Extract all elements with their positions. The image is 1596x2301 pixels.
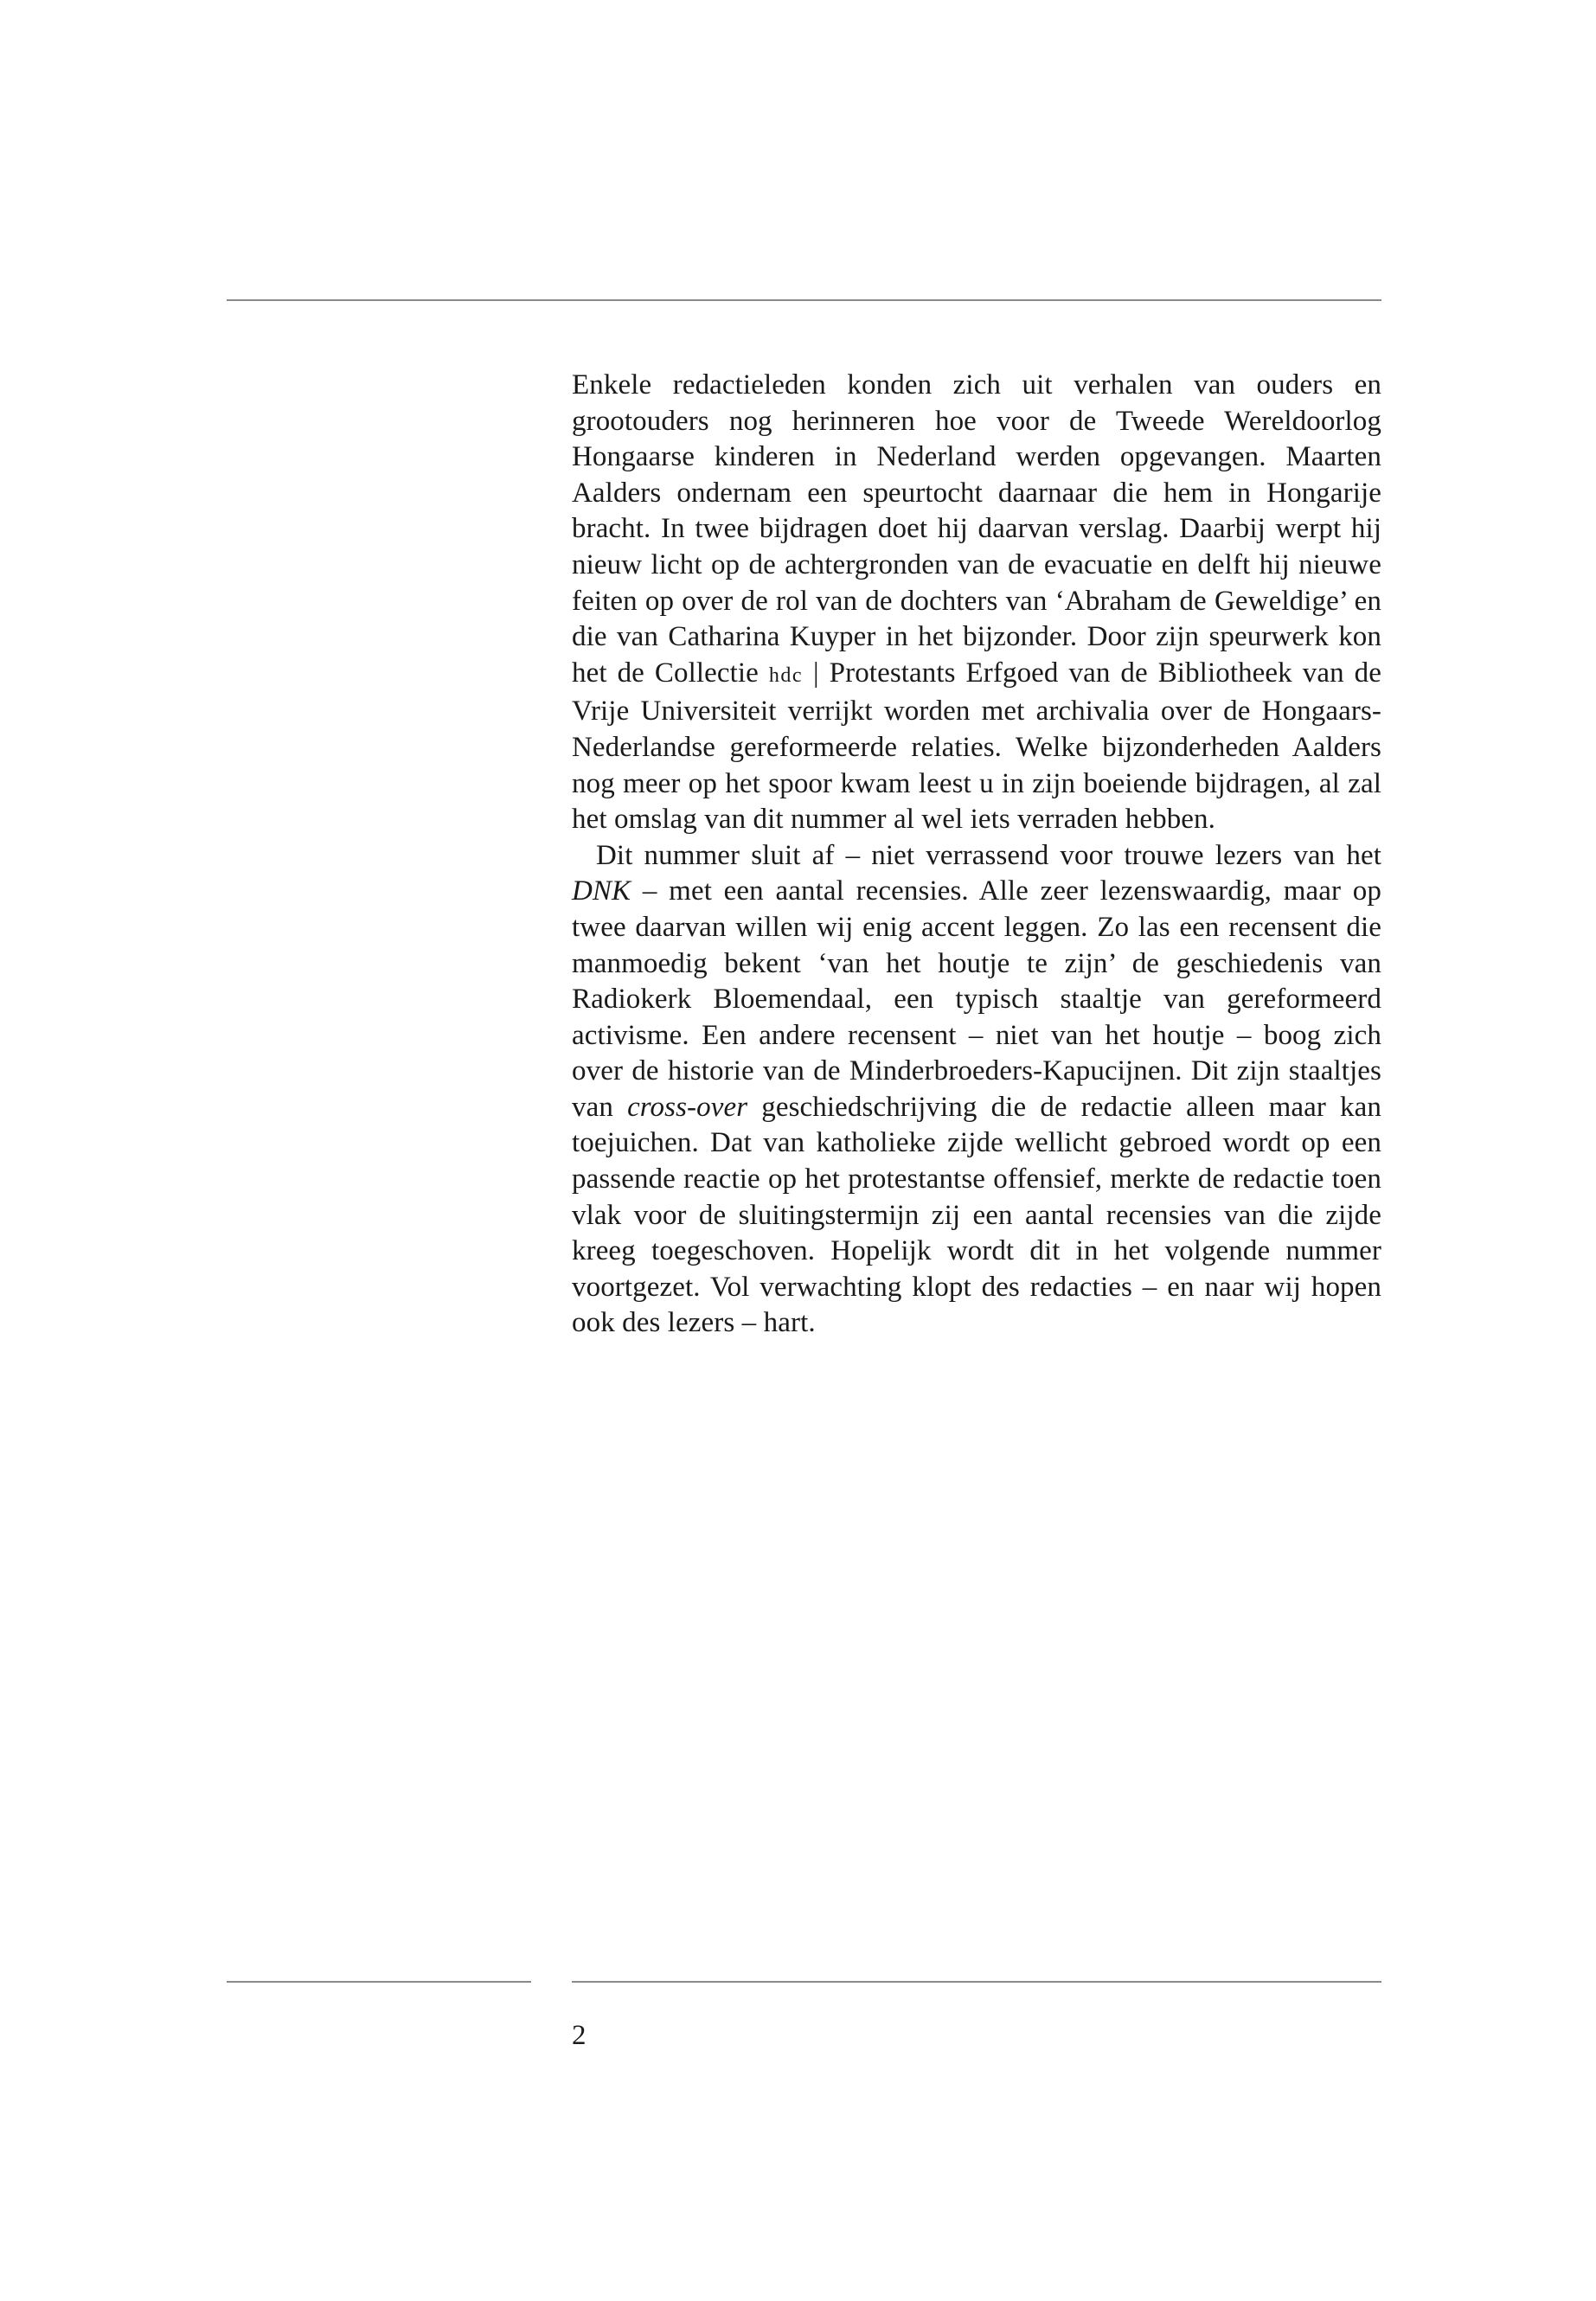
paragraph-1-text-b: | Protestants Erfgoed van de Bibliotheek van de Vrije Universiteit verrijkt worden met archivalia over de Hongaars- Nederlandse gereformeerde relaties. Welke bijzonderheden Aalders nog meer op het spoor kwam leest u in zijn boeiende bijdragen, al zal het omslag van dit nummer al wel iets verraden hebben. [572, 657, 1381, 836]
header-rule [227, 299, 1381, 301]
paragraph-2-text-b: – met een aantal recensies. Alle zeer lezenswaardig, maar op twee daarvan willen wij enig accent leggen. Zo las een recensent die manmoedig bekent ‘van het houtje te zijn’ de geschiedenis van Radiokerk Bloemendaal, een typisch staaltje van gereformeerd activisme. Een andere recensent – niet van het houtje – boog zich over de historie van de Minderbroeders-Kapucijnen. Dit zijn staaltjes van [572, 875, 1381, 1123]
footer-rule-right [572, 1981, 1381, 1983]
paragraph-2-text-c: geschiedschrijving die de redactie alleen maar kan toejuichen. Dat van katholieke zijde wellicht gebroed wordt op een passende reactie op het protestantse offensief, merkte de redactie toen vlak voor de sluitingstermijn zij een aantal recensies van die zijde kreeg toegeschoven. Hopelijk wordt dit in het volgende nummer voortgezet. Vol verwachting klopt des redacties – en naar wij hopen ook des lezers – hart. [572, 1091, 1381, 1339]
footer-rule-left [227, 1981, 531, 1983]
dnk-italic: DNK [572, 875, 631, 907]
paragraph-1 [572, 368, 1381, 838]
paragraph-1-text-a: Enkele redactieleden konden zich uit verhalen van ouders en grootouders nog herinneren hoe voor de Tweede Wereldoorlog Hongaarse kinderen in Nederland werden opgevangen. Maarten Aalders ondernam een speurtocht daarnaar die hem in Hongarije bracht. In twee bijdragen doet hij daarvan verslag. Daarbij werpt hij nieuw licht op de achtergronden van de evacuatie en delft hij nieuwe feiten op over de rol van de dochters van ‘Abraham de Geweldige’ en die van Catharina Kuyper in het bijzonder. Door zijn speurwerk kon het de Collectie [572, 369, 1381, 689]
page-number: 2 [572, 2020, 586, 2051]
body-text [572, 368, 1381, 1342]
paragraph-2-text-a: Dit nummer sluit af – niet verrassend voor trouwe lezers van het [596, 839, 1381, 871]
hdc-abbreviation: hdc [768, 663, 804, 687]
cross-over-italic: cross-over [627, 1091, 748, 1123]
paragraph-2 [572, 838, 1381, 1342]
